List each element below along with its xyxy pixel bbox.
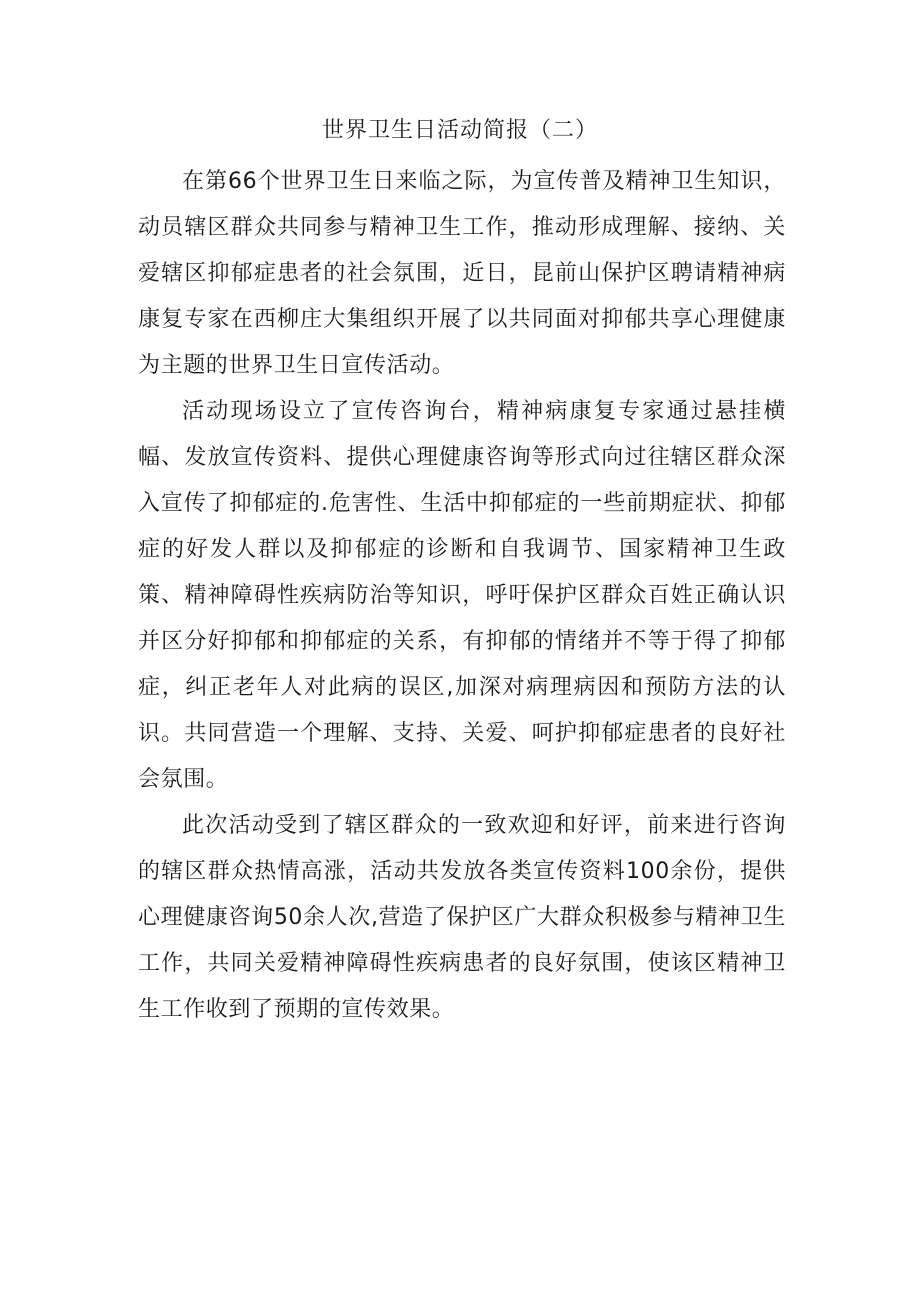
paragraph-result: 此次活动受到了辖区群众的一致欢迎和好评，前来进行咨询的辖区群众热情高涨，活动共发放各类宣传资料100余份，提供心理健康咨询50余人次,营造了保护区广大群众积极参与精神卫生工作，共同关爱精神障碍性疾病患者的良好氛围，使该区精神卫生工作收到了预期的宣传效果。 bbox=[138, 813, 786, 1022]
document-body bbox=[138, 159, 786, 1033]
document-title: 世界卫生日活动简报（二） bbox=[321, 118, 598, 143]
paragraph-intro: 在第66个世界卫生日来临之际，为宣传普及精神卫生知识，动员辖区群众共同参与精神卫生工作，推动形成理解、接纳、关爱辖区抑郁症患者的社会氛围，近日，昆前山保护区聘请精神病康复专家在西柳庄大集组织开展了以共同面对抑郁共享心理健康为主题的世界卫生日宣传活动。 bbox=[138, 169, 786, 378]
paragraph-activity: 活动现场设立了宣传咨询台，精神病康复专家通过悬挂横幅、发放宣传资料、提供心理健康咨询等形式向过往辖区群众深入宣传了抑郁症的.危害性、生活中抑郁症的一些前期症状、抑郁症的好发人群以及抑郁症的诊断和自我调节、国家精神卫生政策、精神障碍性疾病防治等知识，呼吁保护区群众百姓正确认识并区分好抑郁和抑郁症的关系，有抑郁的情绪并不等于得了抑郁症，纠正老年人对此病的误区,加深对病理病因和预防方法的认识。共同营造一个理解、支持、关爱、呵护抑郁症患者的良好社会氛围。 bbox=[138, 399, 786, 792]
